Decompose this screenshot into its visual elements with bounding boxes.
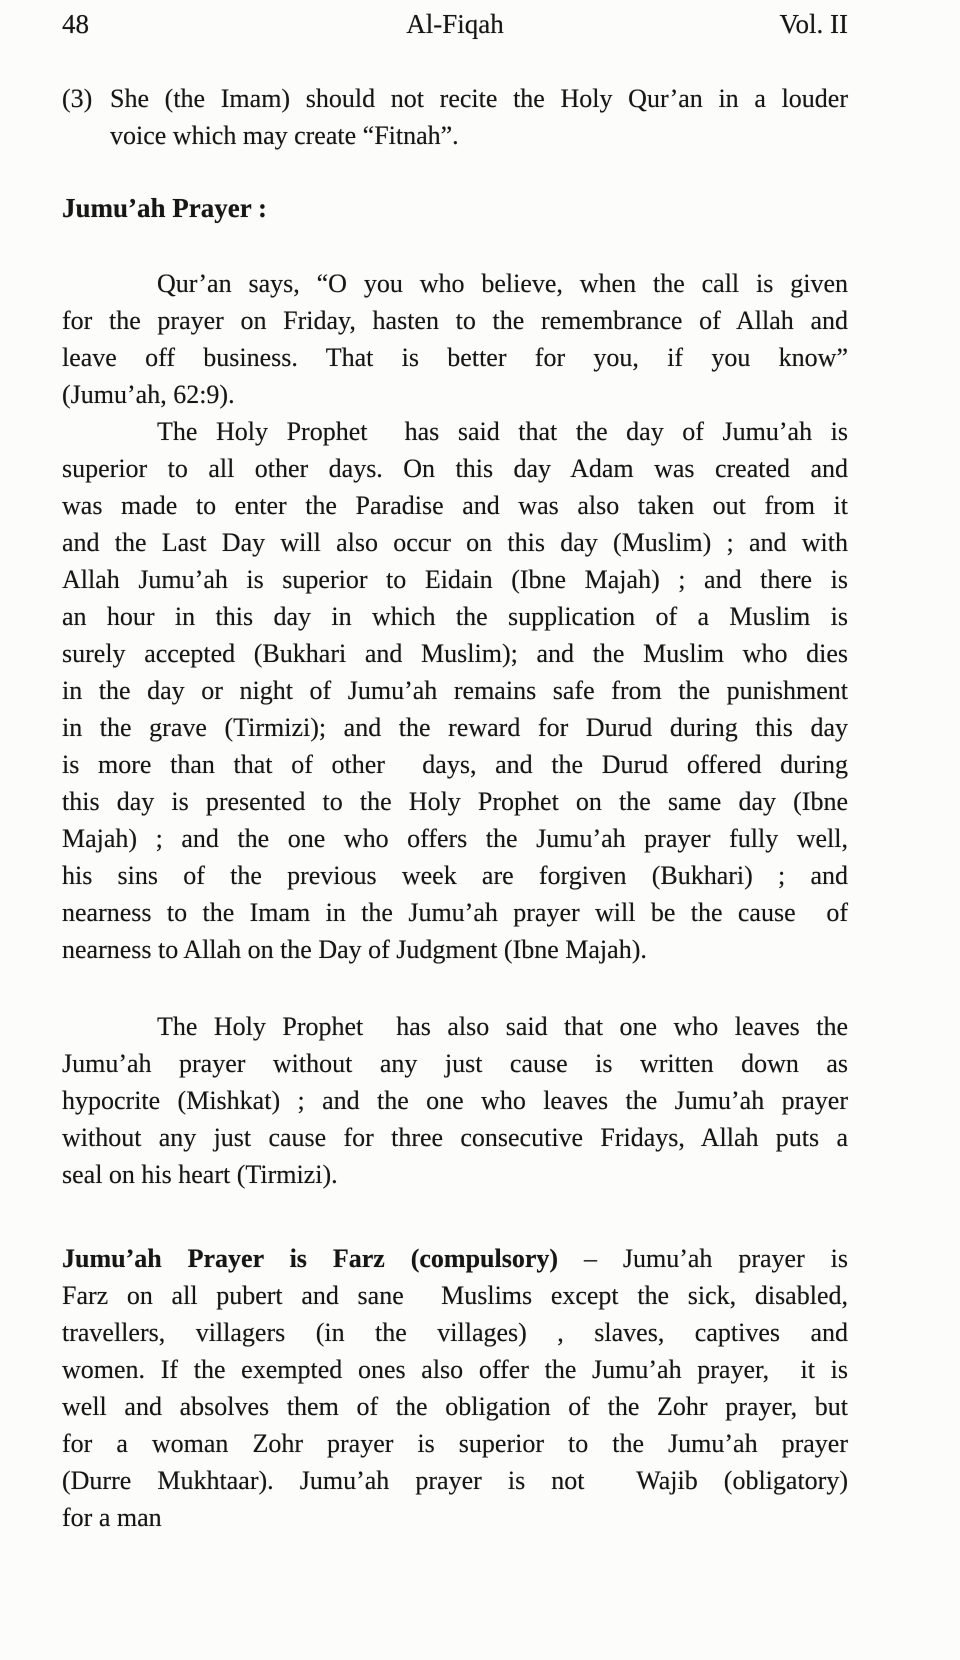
list-item-marker: (3) [62,84,93,113]
text-line: without any just cause for three consecutive Fridays, Allah puts a [62,1123,848,1152]
text-line [62,1240,848,1277]
text-line: well and absolves them of the obligation of the Zohr prayer, but [62,1392,848,1421]
page-content [62,80,848,1536]
book-title: Al-Fiqah [406,9,504,39]
text-line: Majah) ; and the one who offers the Jumu’ah prayer fully well, [62,824,848,853]
text-line: women. If the exempted ones also offer the Jumu’ah prayer, it is [62,1355,848,1384]
text-line: nearness to Allah on the Day of Judgment (Ibne Majah). [62,935,647,964]
text-line: voice which may create “Fitnah”. [110,121,459,150]
text-line: in the day or night of Jumu’ah remains safe from the punishment [62,676,848,705]
text-line: was made to enter the Paradise and was also taken out from it [62,491,848,520]
leaving-jumuah-paragraph [62,1008,848,1193]
text-line: leave off business. That is better for you, if you know” [62,343,848,372]
text-line: this day is presented to the Holy Prophet on the same day (Ibne [62,787,848,816]
text-line: and the Last Day will also occur on this day (Muslim) ; and with [62,528,848,557]
text-line: Jumu’ah prayer without any just cause is written down as [62,1049,848,1078]
text-run: – Jumu’ah prayer is [583,1244,848,1273]
text-line: surely accepted (Bukhari and Muslim); and the Muslim who dies [62,639,848,668]
text-line: She (the Imam) should not recite the Holy Qur’an in a louder [110,84,848,113]
text-line: (Jumu’ah, 62:9). [62,380,235,409]
text-line: Farz on all pubert and sane Muslims except the sick, disabled, [62,1281,848,1310]
text-line: his sins of the previous week are forgiven (Bukhari) ; and [62,861,848,890]
page-number: 48 [62,9,89,39]
text-line: nearness to the Imam in the Jumu’ah prayer will be the cause of [62,898,848,927]
jumuah-prayer-heading: Jumu’ah Prayer : [62,193,267,223]
point-3 [62,80,848,154]
text-line: seal on his heart (Tirmizi). [62,1160,338,1189]
text-line: The Holy Prophet has said that the day of Jumu’ah is [157,417,848,446]
text-line: is more than that of other days, and the Durud offered during [62,750,848,779]
text-line: travellers, villagers (in the villages) , slaves, captives and [62,1318,848,1347]
page-header [62,6,848,43]
text-line: (Durre Mukhtaar). Jumu’ah prayer is not Wajib (obligatory) [62,1466,848,1495]
text-line: Allah Jumu’ah is superior to Eidain (Ibne Majah) ; and there is [62,565,848,594]
text-line: hypocrite (Mishkat) ; and the one who leaves the Jumu’ah prayer [62,1086,848,1115]
text-line: The Holy Prophet has also said that one who leaves the [157,1012,848,1041]
text-line: for a man [62,1503,162,1532]
jumuah-farz-paragraph [62,1240,848,1536]
bold-run-in-heading: Jumu’ah Prayer is Farz (compulsory) [62,1244,584,1273]
text-line: for the prayer on Friday, hasten to the remembrance of Allah and [62,306,848,335]
text-line: for a woman Zohr prayer is superior to the Jumu’ah prayer [62,1429,848,1458]
text-line: Qur’an says, “O you who believe, when the call is given [157,269,848,298]
text-line: superior to all other days. On this day Adam was created and [62,454,848,483]
volume-label: Vol. II [779,9,848,39]
text-line: in the grave (Tirmizi); and the reward for Durud during this day [62,713,848,742]
jumuah-virtues-paragraph [62,413,848,968]
text-line: an hour in this day in which the supplication of a Muslim is [62,602,848,631]
quran-verse-paragraph [62,265,848,413]
